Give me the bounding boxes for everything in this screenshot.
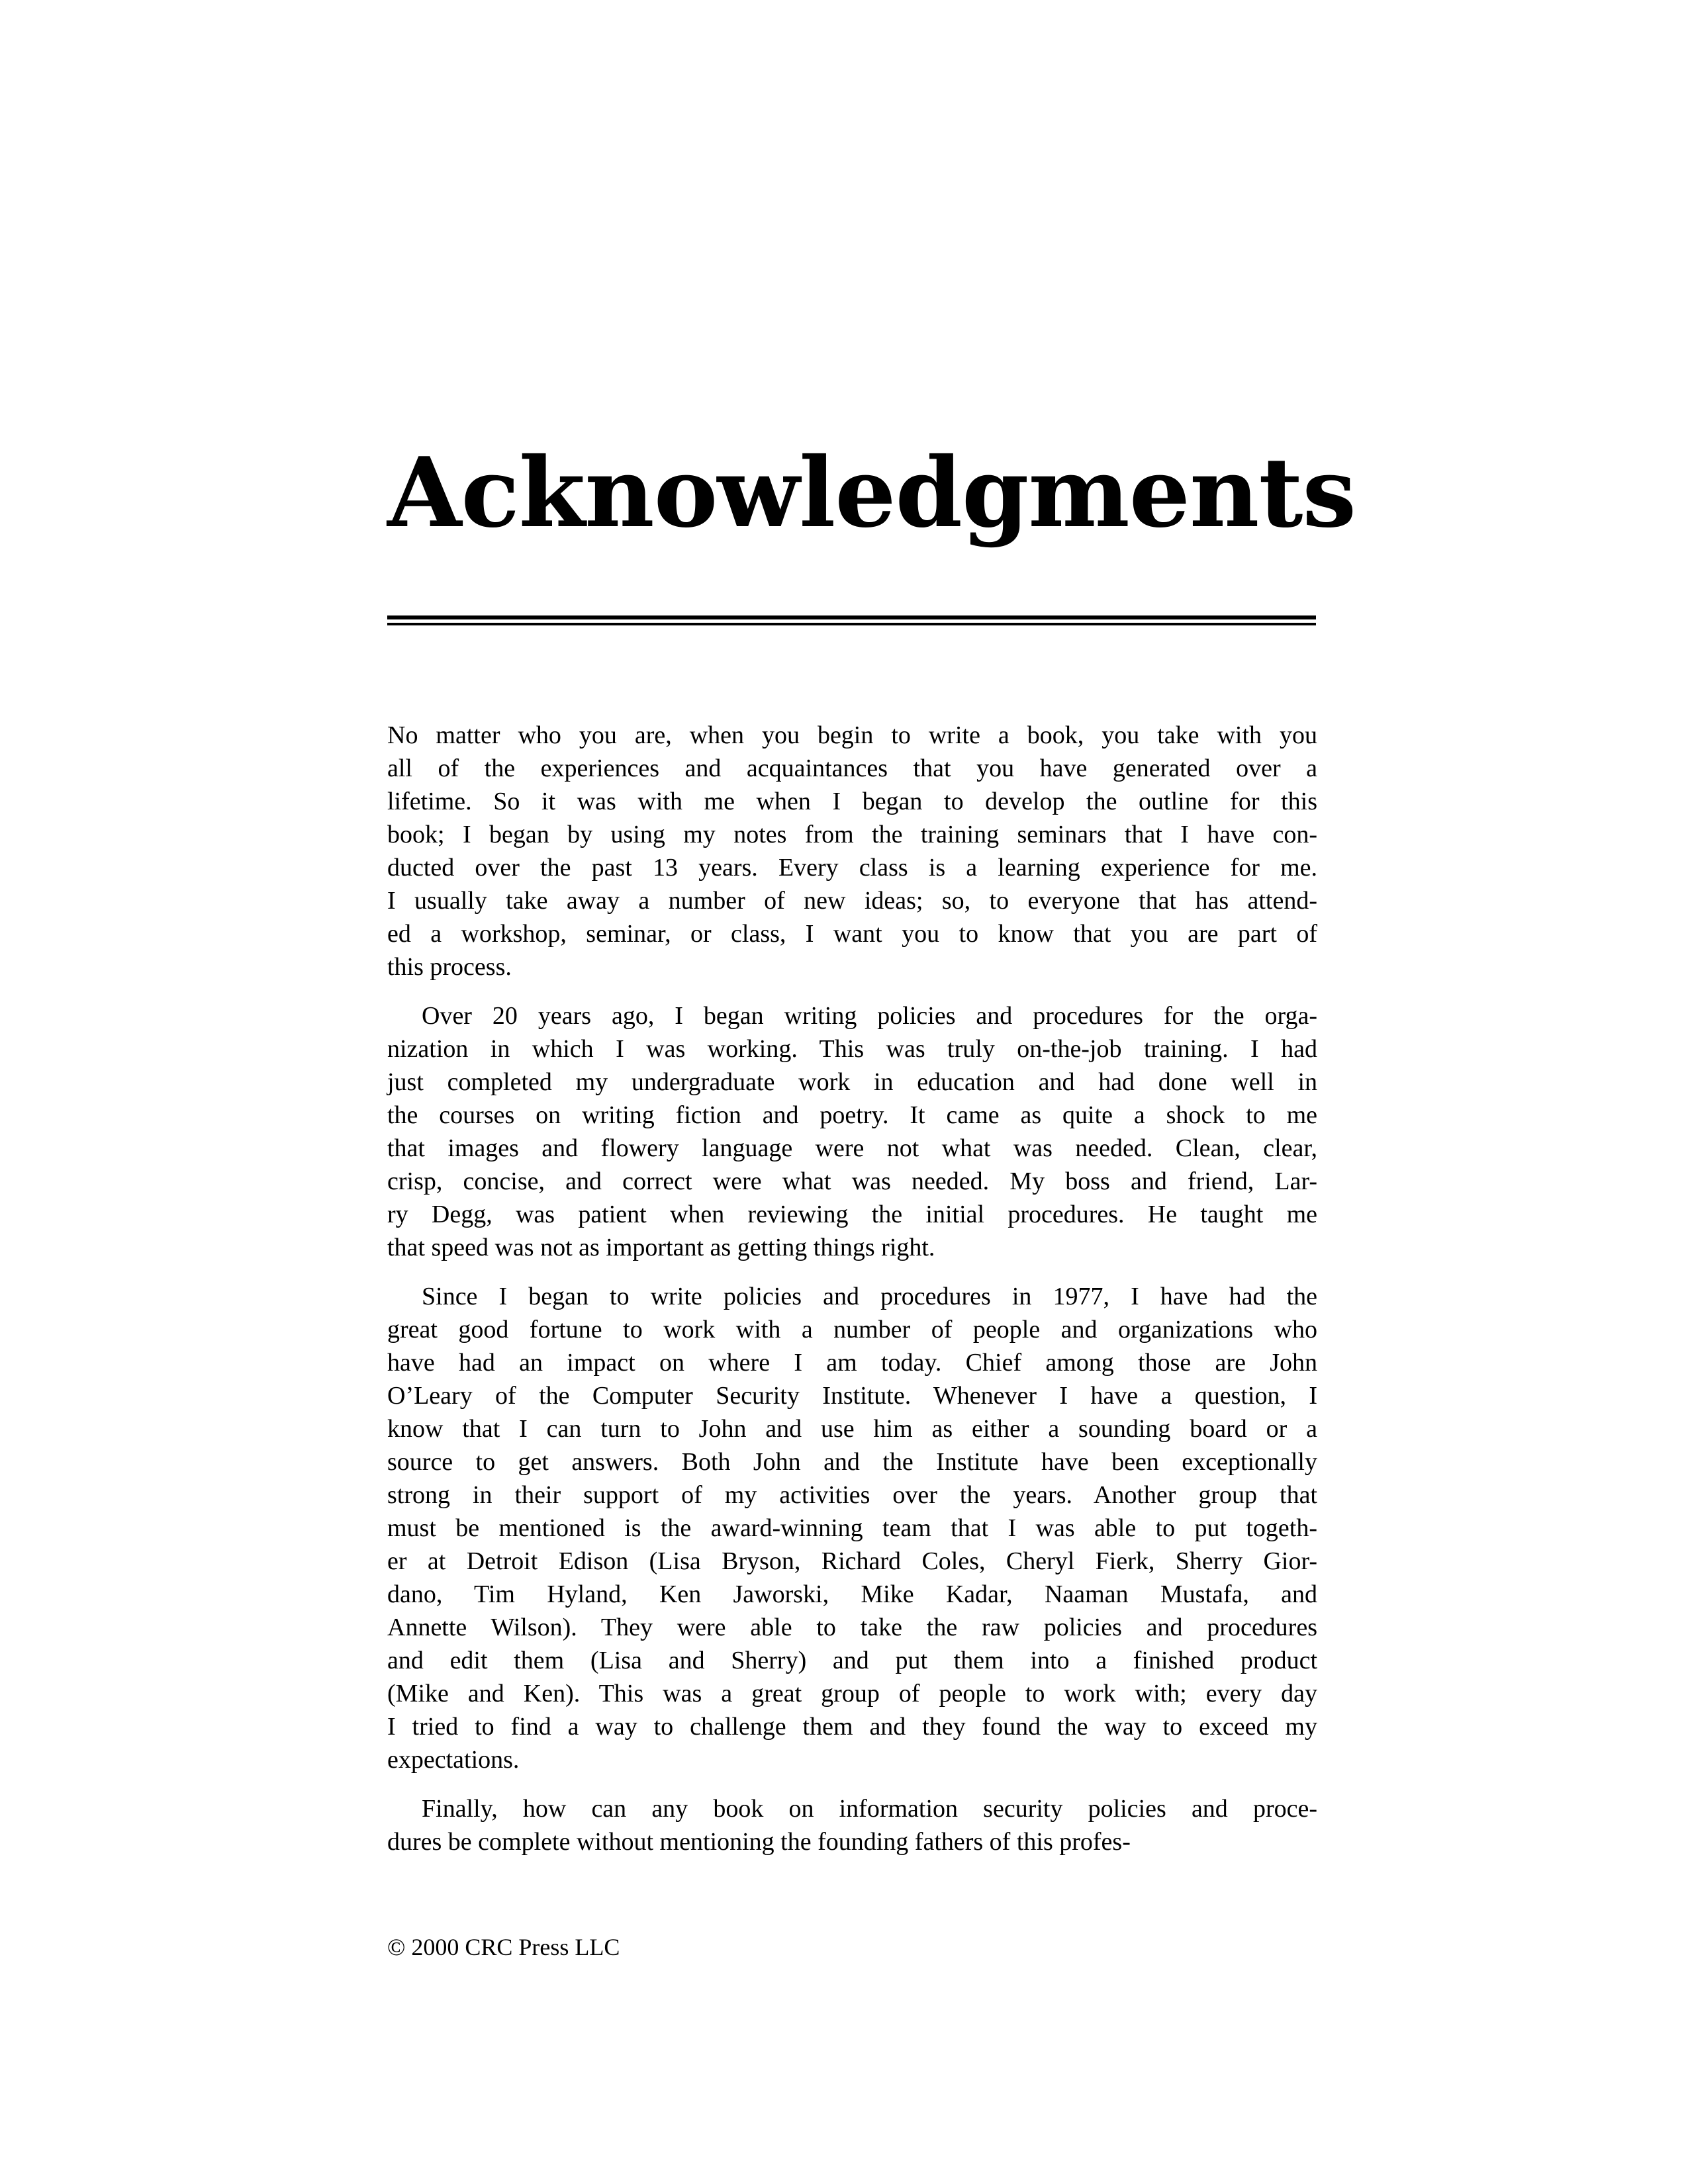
text-line: expectations. bbox=[387, 1746, 520, 1774]
text-line: that speed was not as important as getting things right. bbox=[387, 1234, 935, 1261]
text-line: have had an impact on where I am today. Chief among those are John bbox=[387, 1349, 1317, 1377]
rule-bottom-line bbox=[387, 623, 1316, 625]
text-line: ducted over the past 13 years. Every class is a learning experience for me. bbox=[387, 854, 1317, 882]
rule-top-line bbox=[387, 615, 1316, 619]
text-line: book; I began by using my notes from the training seminars that I have con- bbox=[387, 821, 1317, 848]
text-line: that images and flowery language were not what was needed. Clean, clear, bbox=[387, 1134, 1317, 1162]
paragraph bbox=[387, 719, 1317, 983]
text-line: just completed my undergraduate work in education and had done well in bbox=[387, 1068, 1317, 1096]
text-line: crisp, concise, and correct were what was needed. My boss and friend, Lar- bbox=[387, 1167, 1317, 1195]
paragraph bbox=[387, 999, 1317, 1264]
text-line: I tried to find a way to challenge them and they found the way to exceed my bbox=[387, 1713, 1317, 1741]
copyright-notice: © 2000 CRC Press LLC bbox=[387, 1934, 620, 1960]
text-line: Annette Wilson). They were able to take the raw policies and procedures bbox=[387, 1614, 1317, 1641]
text-line: must be mentioned is the award-winning team that I was able to put togeth- bbox=[387, 1514, 1317, 1542]
text-line: dures be complete without mentioning the founding fathers of this profes- bbox=[387, 1828, 1131, 1856]
text-line: Over 20 years ago, I began writing policies and procedures for the orga- bbox=[422, 1002, 1317, 1030]
text-line: great good fortune to work with a number of people and organizations who bbox=[387, 1316, 1317, 1343]
paragraph bbox=[387, 1792, 1317, 1858]
text-line: nization in which I was working. This was truly on-the-job training. I had bbox=[387, 1035, 1317, 1063]
paragraph bbox=[387, 1280, 1317, 1776]
text-line: (Mike and Ken). This was a great group of people to work with; every day bbox=[387, 1680, 1317, 1707]
text-line: the courses on writing fiction and poetry. It came as quite a shock to me bbox=[387, 1101, 1317, 1129]
text-line: ry Degg, was patient when reviewing the initial procedures. He taught me bbox=[387, 1201, 1317, 1228]
text-line: source to get answers. Both John and the Institute have been exceptionally bbox=[387, 1448, 1317, 1476]
text-line: dano, Tim Hyland, Ken Jaworski, Mike Kadar, Naaman Mustafa, and bbox=[387, 1580, 1317, 1608]
text-line: Since I began to write policies and procedures in 1977, I have had the bbox=[422, 1283, 1317, 1310]
text-line: and edit them (Lisa and Sherry) and put them into a finished product bbox=[387, 1647, 1317, 1674]
text-line: No matter who you are, when you begin to write a book, you take with you bbox=[387, 721, 1317, 749]
text-line: er at Detroit Edison (Lisa Bryson, Richard Coles, Cheryl Fierk, Sherry Gior- bbox=[387, 1547, 1317, 1575]
text-line: lifetime. So it was with me when I began to develop the outline for this bbox=[387, 788, 1317, 815]
text-line: this process. bbox=[387, 953, 512, 981]
page-title: Acknowledgments bbox=[387, 437, 1356, 549]
text-line: know that I can turn to John and use him as either a sounding board or a bbox=[387, 1415, 1317, 1443]
text-line: I usually take away a number of new ideas; so, to everyone that has attend- bbox=[387, 887, 1317, 915]
text-line: O’Leary of the Computer Security Institute. Whenever I have a question, I bbox=[387, 1382, 1317, 1410]
text-line: ed a workshop, seminar, or class, I want you to know that you are part of bbox=[387, 920, 1317, 948]
double-rule bbox=[387, 615, 1316, 625]
text-line: Finally, how can any book on information security policies and proce- bbox=[422, 1795, 1317, 1823]
body-text bbox=[387, 719, 1317, 1874]
text-line: all of the experiences and acquaintances that you have generated over a bbox=[387, 754, 1317, 782]
text-line: strong in their support of my activities over the years. Another group that bbox=[387, 1481, 1317, 1509]
